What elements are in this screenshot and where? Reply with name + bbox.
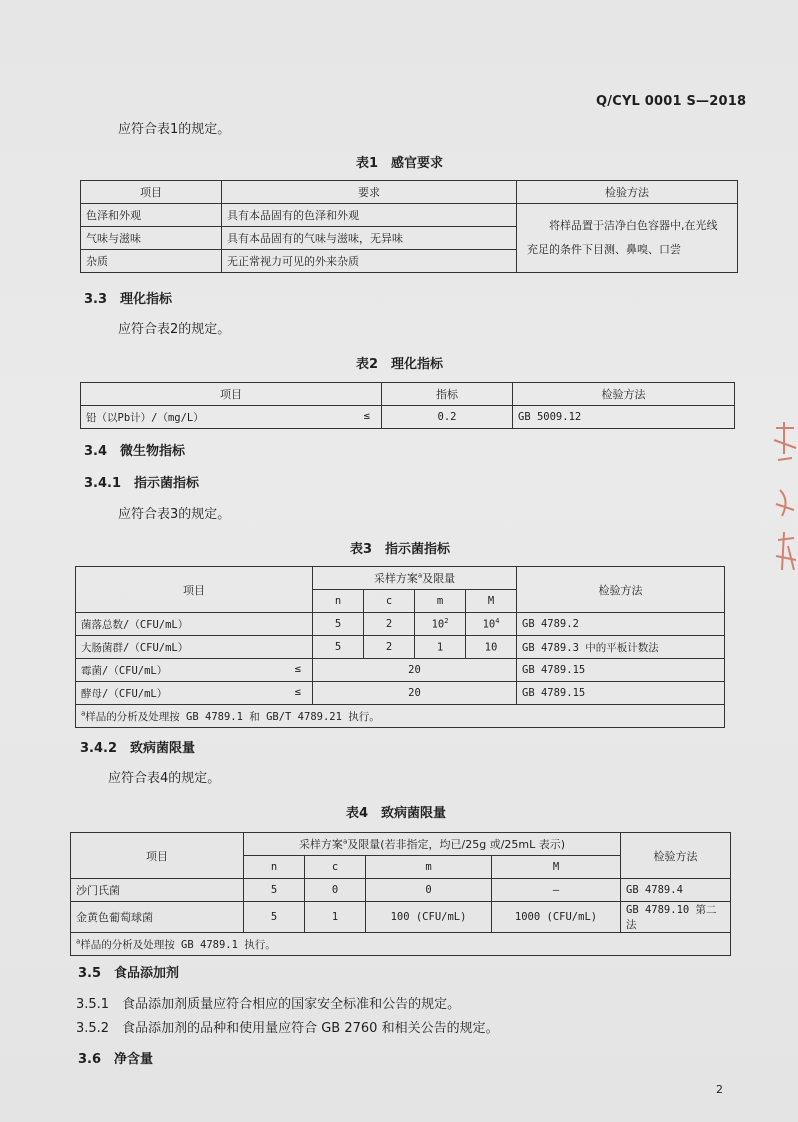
table3-item: 霉菌/（CFU/mL） ≤ (76, 659, 313, 682)
table3-M: $10^4$ (466, 613, 517, 636)
table4-method: GB 4789.10 第二法 (621, 902, 731, 933)
table3-method: GB 4789.2 (517, 613, 725, 636)
table1-header-method: 检验方法 (517, 181, 738, 204)
table4-m: 0 (366, 879, 492, 902)
table4-M: — (492, 879, 621, 902)
table1-cell: 无正常视力可见的外来杂质 (222, 250, 517, 273)
table4-header-plan: 采样方案$^a$及限量(若非指定，均已/25g 或/25mL 表示) (244, 833, 621, 856)
section-3-5: 3.5 食品添加剂 (78, 966, 180, 981)
table3-header-method: 检验方法 (517, 567, 725, 613)
table4-item: 金黄色葡萄球菌 (71, 902, 244, 933)
table4-footnote: $^a$样品的分析及处理按 GB 4789.1 执行。 (71, 933, 731, 956)
table3-item: 菌落总数/（CFU/mL） (76, 613, 313, 636)
table1-caption: 表1 感官要求 (356, 156, 444, 171)
table3-indicator-bacteria (75, 566, 725, 728)
table1-header-item: 项目 (81, 181, 222, 204)
table2-header-method: 检验方法 (513, 383, 735, 406)
document-code: Q/CYL 0001 S—2018 (596, 94, 747, 109)
table4-c: 0 (305, 879, 366, 902)
table4-sub-M: M (492, 856, 621, 879)
table4-caption: 表4 致病菌限量 (346, 806, 447, 821)
table3-n: 5 (313, 613, 364, 636)
table4-n: 5 (244, 902, 305, 933)
table2-caption: 表2 理化指标 (356, 357, 444, 372)
table3-method: GB 4789.3 中的平板计数法 (517, 636, 725, 659)
table1-method: 将样品置于洁净白色容器中,在光线充足的条件下目测、鼻嗅、口尝 (517, 204, 738, 273)
table3-c: 2 (364, 636, 415, 659)
table3-limit-value: 20 (313, 659, 517, 682)
table4-header-item: 项目 (71, 833, 244, 879)
table2-header-item: 项目 (81, 383, 382, 406)
table3-sub-M: M (466, 590, 517, 613)
section-3-4-2: 3.4.2 致病菌限量 (80, 741, 196, 756)
table3-header-plan: 采样方案$^a$及限量 (313, 567, 517, 590)
table4-header-method: 检验方法 (621, 833, 731, 879)
table4-item: 沙门氏菌 (71, 879, 244, 902)
table1-cell: 具有本品固有的气味与滋味，无异味 (222, 227, 517, 250)
table1-cell: 气味与滋味 (81, 227, 222, 250)
table2-method: GB 5009.12 (513, 406, 735, 429)
section-3-6: 3.6 净含量 (78, 1052, 154, 1067)
table1-cell: 具有本品固有的色泽和外观 (222, 204, 517, 227)
table1-cell: 杂质 (81, 250, 222, 273)
table3-n: 5 (313, 636, 364, 659)
table3-sub-c: c (364, 590, 415, 613)
table3-method: GB 4789.15 (517, 682, 725, 705)
red-seal-fragment (770, 420, 798, 590)
intro-table3: 应符合表3的规定。 (118, 507, 231, 522)
table4-m: 100 (CFU/mL) (366, 902, 492, 933)
table4-M: 1000 (CFU/mL) (492, 902, 621, 933)
table3-m: $10^2$ (415, 613, 466, 636)
table2-item: 铅（以Pb计）/（mg/L） ≤ (81, 406, 382, 429)
table1-cell: 色泽和外观 (81, 204, 222, 227)
intro-table1: 应符合表1的规定。 (118, 122, 231, 137)
table3-item: 酵母/（CFU/mL） ≤ (76, 682, 313, 705)
table3-footnote: $^a$样品的分析及处理按 GB 4789.1 和 GB/T 4789.21 执行。 (76, 705, 725, 728)
table4-pathogen-limits (70, 832, 731, 956)
table3-m: 1 (415, 636, 466, 659)
table3-method: GB 4789.15 (517, 659, 725, 682)
section-3-4-1: 3.4.1 指示菌指标 (84, 476, 200, 491)
intro-table4: 应符合表4的规定。 (108, 771, 221, 786)
table3-sub-n: n (313, 590, 364, 613)
table1-header-requirement: 要求 (222, 181, 517, 204)
intro-table2: 应符合表2的规定。 (118, 322, 231, 337)
table3-M: 10 (466, 636, 517, 659)
clause-3-5-2: 3.5.2 食品添加剂的品种和使用量应符合 GB 2760 和相关公告的规定。 (76, 1021, 499, 1036)
table4-sub-n: n (244, 856, 305, 879)
table3-caption: 表3 指示菌指标 (350, 542, 451, 557)
table2-physicochemical (80, 382, 735, 429)
table4-method: GB 4789.4 (621, 879, 731, 902)
table3-limit-value: 20 (313, 682, 517, 705)
table4-c: 1 (305, 902, 366, 933)
clause-3-5-1: 3.5.1 食品添加剂质量应符合相应的国家安全标准和公告的规定。 (76, 997, 461, 1012)
table4-sub-c: c (305, 856, 366, 879)
table3-c: 2 (364, 613, 415, 636)
table3-sub-m: m (415, 590, 466, 613)
section-3-4: 3.4 微生物指标 (84, 444, 186, 459)
table2-header-index: 指标 (382, 383, 513, 406)
table4-n: 5 (244, 879, 305, 902)
section-3-3: 3.3 理化指标 (84, 292, 173, 307)
table4-sub-m: m (366, 856, 492, 879)
page-number: 2 (716, 1083, 723, 1096)
table2-value: 0.2 (382, 406, 513, 429)
table1-sensory (80, 180, 738, 273)
table3-header-item: 项目 (76, 567, 313, 613)
table3-item: 大肠菌群/（CFU/mL） (76, 636, 313, 659)
